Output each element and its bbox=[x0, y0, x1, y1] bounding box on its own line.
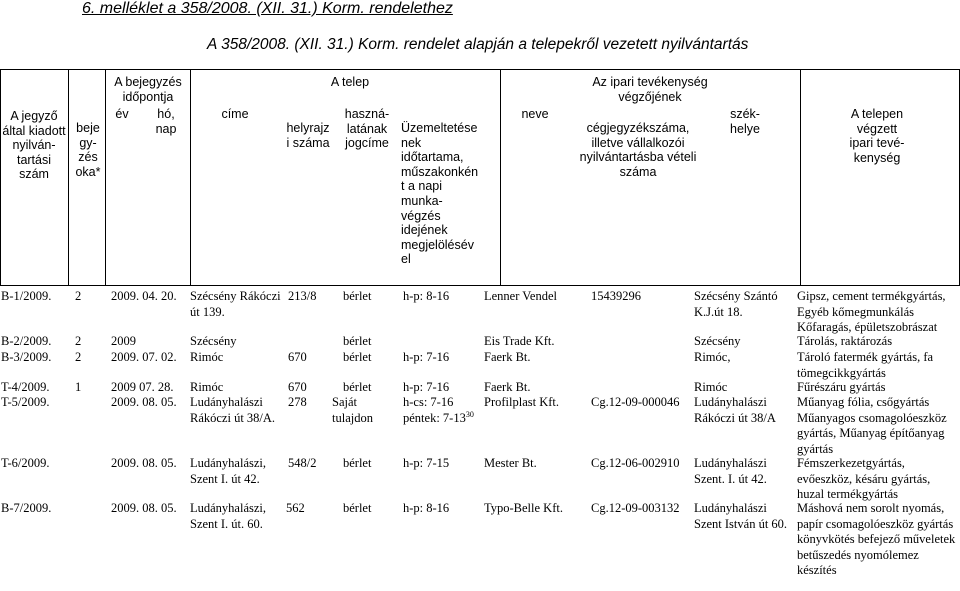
cell-seat: Ludányhalászi Szent István út 60. bbox=[694, 501, 788, 531]
cell-entry-reason: 1 bbox=[75, 380, 82, 394]
cell-use-title: bérlet bbox=[343, 289, 372, 303]
header-site: A telep bbox=[330, 75, 370, 89]
cell-seat: Szécsény Szántó K.J.út 18. bbox=[694, 289, 778, 319]
header-registry-number: A jegyző által kiadott nyilván-tartási szám bbox=[2, 109, 66, 182]
cell-site-address: Rimóc bbox=[190, 380, 224, 394]
cell-registry-number: T-6/2009. bbox=[1, 456, 50, 470]
document-title: A 358/2008. (XII. 31.) Korm. rendelet alapján a telepekről vezetett nyilvántartás bbox=[207, 36, 749, 53]
cell-site-address: Ludányhalászi, Szent I. út 42. bbox=[190, 456, 267, 486]
cell-parcel-number: 278 bbox=[288, 395, 307, 409]
header-parcel-number: helyrajz i száma bbox=[286, 121, 330, 150]
cell-activity: Fűrészáru gyártás bbox=[797, 380, 886, 394]
cell-parcel-number: 213/8 bbox=[288, 289, 317, 303]
header-year: év bbox=[115, 107, 129, 121]
cell-seat: Ludányhalászi Rákóczi út 38/A bbox=[694, 395, 776, 425]
cell-activity: Műanyag fólia, csőgyártás Műanyagos csomagolóeszköz gyártás, Műanyag építőanyag gyártás bbox=[797, 395, 947, 456]
cell-seat: Ludányhalászi Szent. I. út 42. bbox=[694, 456, 767, 486]
cell-site-address: Ludányhalászi, Szent I. út. 60. bbox=[190, 501, 267, 531]
cell-parcel-number: 562 bbox=[286, 501, 305, 515]
cell-seat: Rimóc bbox=[694, 380, 728, 394]
cell-activity: Fémszerkezetgyártás, evőeszköz, késáru gyártás, huzal termékgyártás bbox=[797, 456, 931, 501]
cell-parcel-number: 670 bbox=[288, 350, 307, 364]
cell-seat: Szécsény bbox=[694, 334, 741, 348]
cell-entry-date: 2009. 08. 05. bbox=[111, 501, 177, 515]
cell-site-address: Szécsény Rákóczi út 139. bbox=[190, 289, 281, 319]
cell-operator-name: Faerk Bt. bbox=[484, 350, 531, 364]
cell-operation-time: h-p: 8-16 bbox=[403, 289, 450, 303]
cell-site-address: Rimóc bbox=[190, 350, 224, 364]
cell-entry-reason: 2 bbox=[75, 334, 82, 348]
header-month-day: hó, nap bbox=[155, 107, 177, 136]
cell-entry-date: 2009. 07. 02. bbox=[111, 350, 177, 364]
cell-activity: Gipsz, cement termékgyártás, Egyéb kőmegmunkálás Kőfaragás, épületszobrászat bbox=[797, 289, 946, 334]
cell-operation-time: h-p: 7-16 bbox=[403, 380, 450, 394]
header-entry-reason: beje gy-zés oka* bbox=[75, 121, 101, 179]
operation-time-text: h-cs: 7-16 péntek: 7-13 bbox=[403, 395, 466, 425]
header-activity: A telepen végzett ipari tevé-kenység bbox=[849, 107, 905, 165]
header-use-title: haszná-latának jogcíme bbox=[344, 107, 390, 151]
cell-registry-number: T-5/2009. bbox=[1, 395, 50, 409]
cell-operator-name: Faerk Bt. bbox=[484, 380, 531, 394]
cell-registration-number: 15439296 bbox=[591, 289, 641, 303]
cell-registry-number: B-3/2009. bbox=[1, 350, 52, 364]
cell-entry-date: 2009. 08. 05. bbox=[111, 395, 177, 409]
header-operation-time: Üzemeltetése nek időtartama, műszakonkén t a napi munka-végzés idejének megjelölésév el bbox=[401, 121, 479, 267]
cell-use-title: bérlet bbox=[343, 501, 372, 515]
cell-activity: Tároló fatermék gyártás, fa tömegcikkgyártás bbox=[797, 350, 934, 380]
cell-operation-time: h-p: 8-16 bbox=[403, 501, 450, 515]
cell-operation-time: h-p: 7-15 bbox=[403, 456, 450, 470]
cell-registry-number: B-2/2009. bbox=[1, 334, 52, 348]
cell-operator-name: Mester Bt. bbox=[484, 456, 537, 470]
operation-time-minutes-superscript: 30 bbox=[465, 409, 474, 419]
cell-use-title: Saját tulajdon bbox=[332, 395, 373, 425]
cell-registration-number: Cg.12-06-002910 bbox=[591, 456, 680, 470]
header-entry-date: A bejegyzés időpontja bbox=[114, 75, 182, 104]
cell-operation-time: h-p: 7-16 bbox=[403, 350, 450, 364]
cell-site-address: Ludányhalászi Rákóczi út 38/A. bbox=[190, 395, 276, 425]
header-industrial-operator: Az ipari tevékenység végzőjének bbox=[592, 75, 708, 104]
cell-use-title: bérlet bbox=[343, 350, 372, 364]
cell-activity: Máshová nem sorolt nyomás, papír csomagolóeszköz gyártás könyvkötés befejező műveletek betűszedés nyomólemez készítés bbox=[797, 501, 956, 577]
cell-registry-number: B-7/2009. bbox=[1, 501, 52, 515]
cell-registration-number: Cg.12-09-003132 bbox=[591, 501, 680, 515]
cell-seat: Rimóc, bbox=[694, 350, 731, 364]
cell-registration-number: Cg.12-09-000046 bbox=[591, 395, 680, 409]
header-seat: szék-helye bbox=[730, 107, 760, 136]
cell-operation-time bbox=[403, 395, 479, 426]
header-name: neve bbox=[521, 107, 549, 121]
cell-use-title: bérlet bbox=[343, 456, 372, 470]
header-registration-number: cégjegyzékszáma, illetve vállalkozói nyilvántartásba vételi száma bbox=[579, 121, 697, 179]
cell-operator-name: Typo-Belle Kft. bbox=[484, 501, 563, 515]
annex-reference: 6. melléklet a 358/2008. (XII. 31.) Korm. rendelethez bbox=[82, 0, 453, 17]
cell-entry-reason: 2 bbox=[75, 289, 82, 303]
cell-entry-reason: 2 bbox=[75, 350, 82, 364]
cell-site-address: Szécsény bbox=[190, 334, 237, 348]
cell-entry-date: 2009. 04. 20. bbox=[111, 289, 177, 303]
cell-operator-name: Profilplast Kft. bbox=[484, 395, 559, 409]
cell-operator-name: Lenner Vendel bbox=[484, 289, 558, 303]
cell-use-title: bérlet bbox=[343, 380, 372, 394]
cell-entry-date: 2009 07. 28. bbox=[111, 380, 174, 394]
cell-entry-date: 2009. 08. 05. bbox=[111, 456, 177, 470]
cell-registry-number: T-4/2009. bbox=[1, 380, 50, 394]
cell-operator-name: Eis Trade Kft. bbox=[484, 334, 555, 348]
cell-parcel-number: 548/2 bbox=[288, 456, 317, 470]
cell-activity: Tárolás, raktározás bbox=[797, 334, 893, 348]
header-address: címe bbox=[221, 107, 249, 121]
cell-use-title: bérlet bbox=[343, 334, 372, 348]
cell-entry-date: 2009 bbox=[111, 334, 136, 348]
cell-registry-number: B-1/2009. bbox=[1, 289, 52, 303]
cell-parcel-number: 670 bbox=[288, 380, 307, 394]
